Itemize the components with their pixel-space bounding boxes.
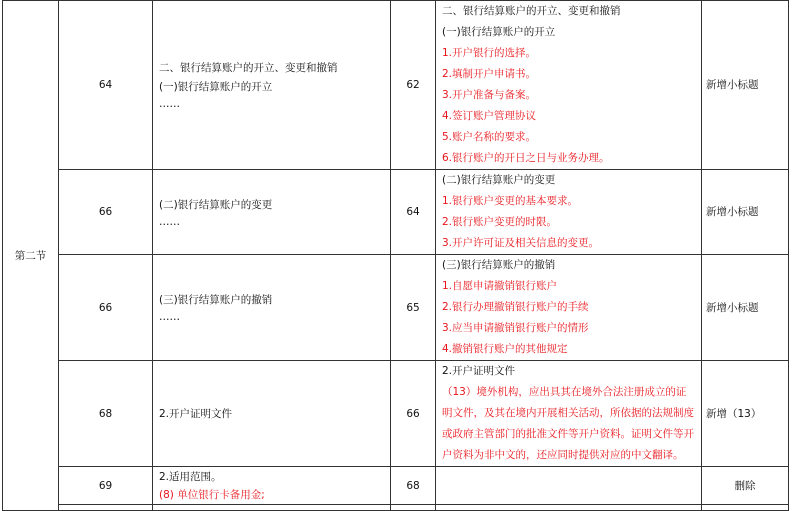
old-content-cell [153, 170, 391, 255]
table-row [3, 255, 789, 361]
old-line: 2.开户证明文件 [159, 407, 233, 420]
remark-cell [702, 170, 789, 255]
new-page-number: 62 [406, 79, 420, 91]
remark-text: 新增（13） [706, 407, 762, 420]
old-page-number: 68 [98, 407, 113, 420]
ellipsis: …… [159, 311, 180, 323]
table-row [3, 170, 789, 255]
old-line: (三)银行结算账户的撤销 [159, 294, 273, 306]
new-page-number: 65 [406, 301, 420, 314]
remark-text: 删除 [734, 479, 756, 492]
new-line: 3.应当申请撤销银行账户的情形 [442, 322, 589, 334]
old-page-cell [59, 467, 153, 505]
new-content-cell [436, 361, 702, 467]
ellipsis: …… [159, 215, 180, 228]
old-page-cell [59, 361, 153, 467]
old-page-cell [59, 255, 153, 361]
new-line: 1.银行账户变更的基本要求。 [442, 195, 579, 207]
new-content-cell [436, 170, 702, 255]
remark-cell [702, 361, 789, 467]
new-content-cell [436, 1, 702, 170]
new-line: 3.开户准备与备案。 [442, 89, 537, 101]
old-content-cell [153, 1, 391, 170]
old-content-cell [153, 361, 391, 467]
new-line: 2.银行账户变更的时限。 [442, 216, 558, 228]
new-line: (二)银行结算账户的变更 [442, 174, 556, 186]
comparison-table [2, 0, 789, 511]
old-page-cell [59, 1, 153, 170]
old-line: (二)银行结算账户的变更 [159, 198, 273, 211]
new-page-number: 68 [406, 479, 420, 492]
remark-text: 新增小标题 [706, 301, 759, 314]
table-row [3, 361, 789, 467]
new-page-cell [391, 170, 436, 255]
old-page-number: 69 [98, 479, 113, 492]
new-line: (一)银行结算账户的开立 [442, 26, 556, 38]
new-page-cell [391, 467, 436, 505]
old-line: 2.适用范围。 [159, 470, 222, 483]
new-content-cell [436, 467, 702, 505]
new-line: 3.开户许可证及相关信息的变更。 [442, 237, 600, 249]
new-paragraph: （13）境外机构，应出具其在境外合法注册成立的证明文件，及其在境内开展相关活动，所依据的法规制度或政府主管部门的批准文件等开户资料。证明文件等开户资料为非中文的，还应同时提供对应的中文翻译。 [442, 386, 694, 461]
old-line: (8) 单位银行卡备用金; [159, 488, 265, 501]
new-line: 4.撤销银行账户的其他规定 [442, 343, 568, 355]
old-page-number: 66 [98, 301, 113, 314]
new-line: 2.开户证明文件 [442, 365, 516, 377]
old-content-cell [153, 255, 391, 361]
new-line: 1.自愿申请撤销银行账户 [442, 280, 558, 292]
remark-cell [702, 1, 789, 170]
new-content-cell [436, 255, 702, 361]
remark-cell [702, 467, 789, 505]
section-cell [3, 1, 59, 511]
remark-cell [702, 255, 789, 361]
table-row [3, 467, 789, 505]
new-page-cell [391, 255, 436, 361]
new-line: 6.银行账户的开日之日与业务办理。 [442, 152, 610, 164]
new-line: (三)银行结算账户的撤销 [442, 259, 556, 271]
table-row [3, 1, 789, 170]
section-label: 第二节 [14, 249, 47, 262]
new-line: 2.填制开户申请书。 [442, 68, 537, 80]
new-page-number: 64 [406, 206, 420, 218]
old-line: 二、银行结算账户的开立、变更和撤销 [159, 62, 338, 74]
ellipsis: …… [159, 98, 180, 110]
new-page-number: 66 [406, 407, 420, 420]
new-page-cell [391, 1, 436, 170]
new-line: 4.签订账户管理协议 [442, 110, 537, 122]
old-content-cell [153, 467, 391, 505]
old-page-cell [59, 170, 153, 255]
new-line: 2.银行办理撤销银行账户的手续 [442, 301, 589, 313]
table-row [3, 505, 789, 511]
old-line: (一)银行结算账户的开立 [159, 81, 273, 93]
new-line: 1.开户银行的选择。 [442, 47, 537, 59]
remark-text: 新增小标题 [706, 206, 759, 218]
old-page-number: 66 [98, 206, 113, 218]
remark-text: 新增小标题 [706, 79, 759, 91]
new-line: 5.账户名称的要求。 [442, 131, 537, 143]
new-line: 二、银行结算账户的开立、变更和撤销 [442, 5, 621, 17]
new-page-cell [391, 361, 436, 467]
old-page-number: 64 [98, 79, 113, 91]
